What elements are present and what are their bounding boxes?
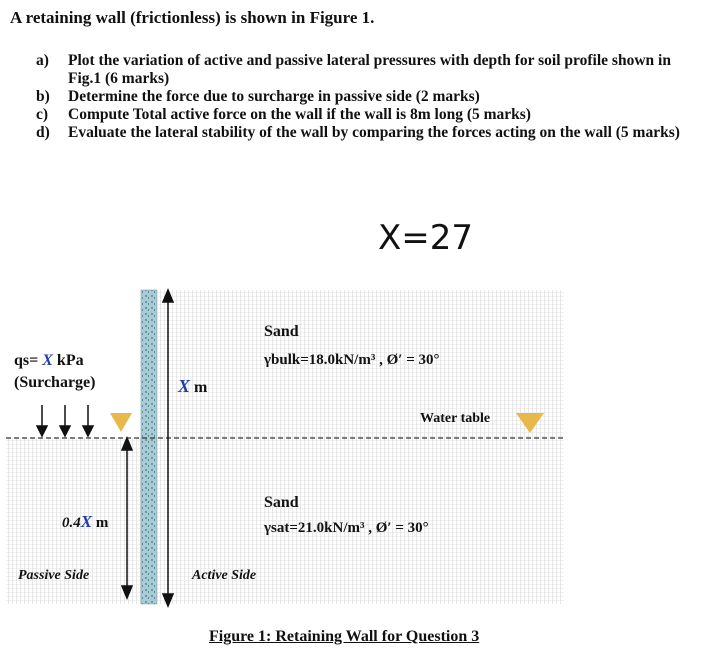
lower-height-coef: 0.4 — [62, 515, 81, 531]
active-side-label: Active Side — [192, 568, 257, 583]
water-table-marker-left — [110, 413, 132, 432]
item-text: Determine the force due to surcharge in passive side (2 marks) — [68, 88, 480, 105]
surcharge-unit: kPa — [56, 352, 84, 369]
item-text: Evaluate the lateral stability of the wall by comparing the forces acting on the wall (5 marks) — [68, 124, 680, 141]
lower-soil-name: Sand — [264, 494, 299, 511]
question-title: A retaining wall (frictionless) is shown in Figure 1. — [10, 8, 375, 27]
upper-soil-props: γbulk=18.0kN/m³ , Ø′ = 30° — [264, 352, 440, 368]
item-text: Plot the variation of active and passive lateral pressures with depth for soil profile shown in Fig.1 (6 marks) — [68, 52, 671, 87]
item-text: Compute Total active force on the wall if the wall is 8m long (5 marks) — [68, 106, 531, 123]
surcharge-caption: (Surcharge) — [14, 374, 96, 391]
upper-height-unit: m — [194, 379, 208, 396]
surcharge-prefix: qs= — [14, 352, 39, 369]
x-value: X=27 — [378, 218, 474, 258]
lower-height-unit: m — [95, 515, 109, 531]
lower-height-label — [62, 512, 108, 532]
lower-height-variable: X — [80, 512, 93, 531]
figure-caption: Figure 1: Retaining Wall for Question 3 — [209, 628, 480, 645]
retaining-wall — [141, 290, 157, 604]
item-letter: c) — [36, 106, 49, 123]
item-letter: a) — [36, 52, 49, 69]
surcharge-label — [14, 352, 84, 370]
item-letter: d) — [36, 124, 50, 141]
surcharge-variable: X — [42, 352, 53, 369]
upper-height-label — [178, 376, 207, 397]
surcharge-arrows — [37, 405, 93, 436]
water-table-label: Water table — [420, 411, 491, 426]
passive-side-label: Passive Side — [18, 568, 90, 583]
upper-height-variable: X — [178, 376, 191, 396]
lower-soil-props: γsat=21.0kN/m³ , Ø′ = 30° — [264, 520, 429, 536]
upper-soil-name: Sand — [264, 323, 299, 340]
item-letter: b) — [36, 88, 50, 105]
